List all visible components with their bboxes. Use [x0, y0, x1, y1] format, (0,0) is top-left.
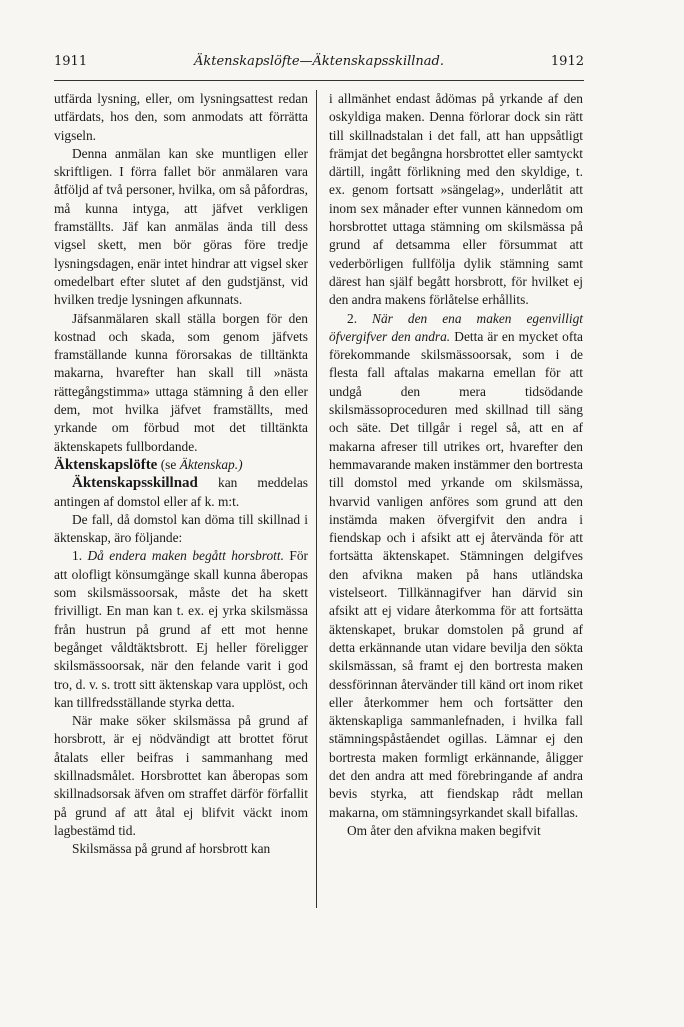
paragraph: Om åter den afvikna maken begifvit: [347, 822, 541, 838]
paragraph: i allmänhet endast ådömas på yrkande af den oskyldiga maken. Denna förlorar dock sin rätt till skillnadstalan i det fall, att han uppsåtligt främjat det begångna horsbrottet eller samtyckt därtill, ingått förlikning med den skyldige, t. ex. genom fortsatt »sängelag», underlåtit att inom sex månader efter vunnen kännedom om horsbrottet uttaga stämning om skilsmässa på grund af detsamma eller försummat att vederbörligen fullfölja dylik stämning samt därest han själf begått horsbrott, för hvilket ej den andra makens förlåtelse erhållits.: [329, 91, 583, 308]
paragraph: utfärda lysning, eller, om lysningsattest redan utfärdats, hos den, som anmodats att förrätta vigseln.: [54, 91, 308, 143]
item-title: När den ena maken egenvilligt öfvergifver den andra.: [329, 310, 583, 344]
paragraph: De fall, då domstol kan döma till skillnad i äktenskap, äro följande:: [54, 511, 308, 546]
item-number: 2.: [347, 310, 358, 326]
header-rule: [54, 80, 584, 81]
entry-aktenskapsskillnad: [54, 474, 308, 511]
left-column: [54, 90, 308, 858]
column-divider: [316, 90, 317, 908]
paragraph: När make söker skilsmässa på grund af horsbrott, är ej nödvändigt att brottet förut åtalats eller beifras i sammanhang med skillnadsmålet. Horsbrottet kan åberopas som skillnadsorsak äfven om straffet därför förfallit på grund af att åtal ej blifvit väckt inom lagbestämd tid.: [54, 713, 308, 838]
paragraph: Skilsmässa på grund af horsbrott kan: [72, 841, 271, 857]
paragraph: Denna anmälan kan ske muntligen eller skriftligen. I förra fallet bör anmälaren vara åtföljd af två personer, hvilka, om så påfordras, må kunna intyga, att jäfvet verkligen framställts. Jäf kan anmälas ända till dess vigsel skett, men bör göras före tredje lysningsdagen, enär intet hindrar att vigsel sker omedelbart efter slutet af den gudstjänst, vid hvilken tredje lysningen afkunnats.: [54, 145, 308, 308]
page-header: [54, 54, 584, 76]
numbered-item-1: [54, 547, 308, 712]
item-text: Detta är en mycket ofta förekommande skilsmässoorsak, som i de flesta fall aftalas makarna emellan för att undgå den mera tidsödande skilsmässoproceduren med skillnad till säng och säte. Det tillgår i regel så, att en af makarna afreser till utrikes ort, hvarefter den hemmavarande maken instämmer den bortresta till domstol med yrkande om skilsmässa, hvarvid vanligen anföres som grund att den instämda maken öfvergifvit den andra i fiendskap och i afsikt att ej återvända för att fortsätta äktenskapet. Stämningen delgifves den afvikna maken på hans utländska vistelseort. Tillkännagifver han därvid sin afsikt att ej vidare återkomma för att fortsätta äktenskapet, brukar domstolen på grund af detta erkännande utan vidare bevilja den sökta skilsmässan, så framt ej den bortresta maken dessförinnan återvänder till känd ort inom riket eller återkommer hem och fortsätter den äktenskapliga sammanlefnaden, i hvilka fall stämningspåståendet ogillas. Lämnar ej den bortresta maken formligt erkännande, åligger det den andra att med förebringande af andra bevis styrka, att fiendskap rådt mellan makarna, om stämningsyrkandet skall bifallas.: [329, 328, 583, 820]
entry-keyword: Äktenskapslöfte: [54, 456, 158, 473]
entry-text: kan meddelas antingen af domstol eller af k. m:t.: [54, 475, 308, 509]
right-column: [329, 90, 583, 840]
running-title: Äktenskapslöfte—Äktenskapsskillnad.: [193, 54, 444, 69]
page-number-right: 1912: [550, 54, 584, 69]
entry-aktenskapslofte: [54, 456, 308, 474]
see-label: (se: [160, 456, 177, 472]
numbered-item-2: [329, 310, 583, 822]
paragraph: Jäfsanmälaren skall ställa borgen för den kostnad och skada, som genom jäfvets framställande kunna förorsakas de tilltänkta makarna, hvarefter han skall till »nästa rättegångstimma» uttaga stämning å den eller dem, mot hvilka jäfvet framställts, med yrkande om förbud mot det tilltänkta äktenskapets fullbordande.: [54, 310, 308, 454]
item-number: 1.: [72, 548, 83, 564]
page-number-left: 1911: [54, 54, 88, 69]
item-text: För att olofligt könsumgänge skall kunna åberopas som skilsmässoorsak, måste det ha skett frivilligt. En man kan t. ex. ej yrka skilsmässa från hustrun på grund af ett mot henne begånget våldtäktsbrott. Ej heller föreligger skilsmässoorsak, när den felande varit i god tro, d. v. s. trott sitt äktenskap vara upplöst, och kan tillfredsställande styrka detta.: [54, 548, 308, 710]
item-title: Då endera maken begått horsbrott.: [87, 548, 284, 564]
entry-keyword: Äktenskapsskillnad: [72, 475, 198, 492]
cross-reference-link[interactable]: Äktenskap.): [179, 456, 243, 472]
